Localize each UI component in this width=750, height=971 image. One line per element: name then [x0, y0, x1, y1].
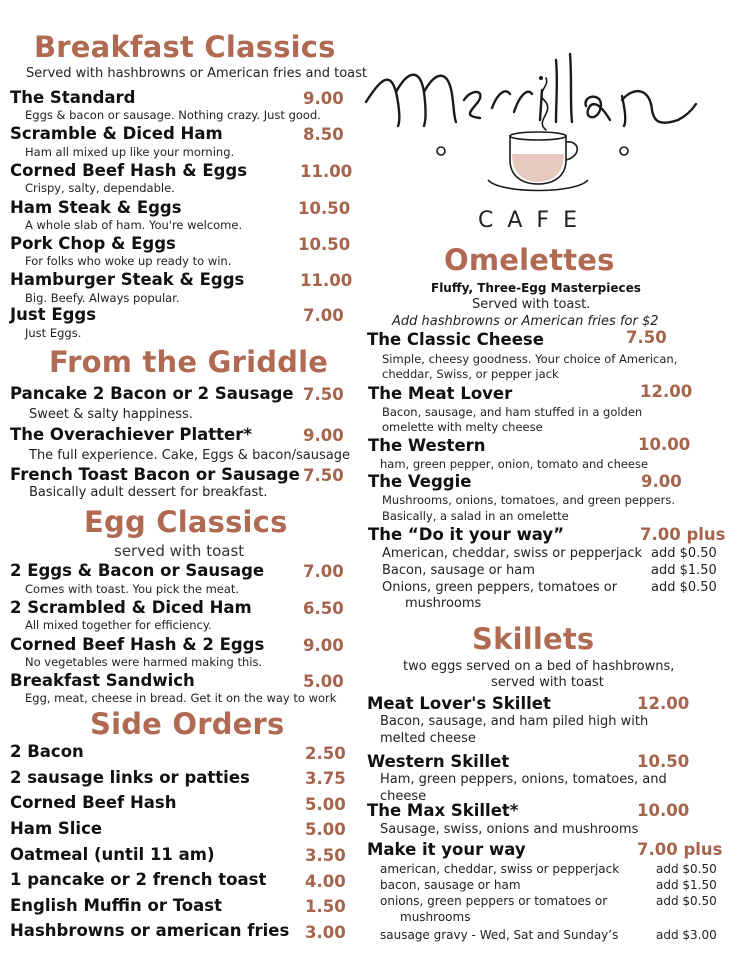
side-item-price: 3.00	[305, 923, 346, 942]
side-item-price: 1.50	[305, 897, 346, 916]
menu-item-desc: omelette with melty cheese	[382, 420, 543, 434]
skillets-subtitle: two eggs served on a bed of hashbrowns,	[403, 659, 675, 674]
menu-item-price: 11.00	[300, 162, 353, 181]
menu-item-price: 7.00 plus	[637, 840, 723, 859]
menu-item-price: 7.50	[626, 328, 667, 347]
option-label: onions, green peppers or tomatoes or	[380, 894, 608, 908]
menu-item-desc: Simple, cheesy goodness. Your choice of American,	[382, 352, 678, 366]
menu-item-price: 9.00	[303, 636, 344, 655]
menu-item-price: 7.00	[303, 306, 344, 325]
menu-item-price: 12.00	[637, 694, 690, 713]
option-label: bacon, sausage or ham	[380, 878, 521, 892]
menu-item-name: The Max Skillet*	[367, 801, 519, 820]
omelettes-title: Omelettes	[444, 243, 615, 277]
menu-item-desc: Sweet & salty happiness.	[29, 407, 193, 422]
menu-item-price: 10.50	[298, 235, 351, 254]
menu-item-desc: Basically adult dessert for breakfast.	[29, 485, 268, 500]
menu-item-price: 10.00	[638, 435, 691, 454]
menu-item-desc: melted cheese	[380, 731, 476, 746]
menu-item-name: The Classic Cheese	[367, 330, 544, 349]
skillets-title: Skillets	[472, 622, 595, 656]
menu-item-price: 7.00	[303, 562, 344, 581]
menu-item-name: Corned Beef Hash & Eggs	[10, 161, 248, 180]
menu-item-desc: Basically, a salad in an omelette	[382, 509, 569, 523]
side-item-name: English Muffin or Toast	[10, 896, 222, 915]
menu-item-desc: Eggs & bacon or sausage. Nothing crazy. Just good.	[25, 108, 321, 122]
menu-item-desc: Ham, green peppers, onions, tomatoes, and	[380, 772, 667, 787]
side-item-name: Ham Slice	[10, 819, 103, 838]
option-label: american, cheddar, swiss or pepperjack	[380, 862, 620, 876]
menu-item-desc: Egg, meat, cheese in bread. Get it on the way to work	[25, 691, 337, 705]
menu-item-name: 2 Eggs & Bacon or Sausage	[10, 561, 265, 580]
menu-item-name: Meat Lover's Skillet	[367, 694, 551, 713]
option-price: add $3.00	[656, 928, 717, 942]
option-price: add $0.50	[651, 546, 717, 561]
option-label: American, cheddar, swiss or pepperjack	[382, 546, 643, 561]
side-item-name: Corned Beef Hash	[10, 793, 177, 812]
option-price: add $1.50	[656, 878, 717, 892]
menu-item-name: The Standard	[10, 88, 136, 107]
side-item-name: 1 pancake or 2 french toast	[10, 870, 267, 889]
menu-item-desc: Crispy, salty, dependable.	[25, 181, 175, 195]
option-label: Onions, green peppers, tomatoes or	[382, 580, 618, 595]
menu-item-desc: The full experience. Cake, Eggs & bacon/sausage	[29, 448, 350, 463]
side-item-price: 5.00	[305, 820, 346, 839]
egg-classics-subtitle: served with toast	[114, 542, 245, 560]
breakfast-subtitle: Served with hashbrowns or American fries and toast	[26, 66, 367, 81]
menu-item-price: 10.00	[637, 801, 690, 820]
menu-item-name: Pancake 2 Bacon or 2 Sausage	[10, 384, 294, 403]
menu-item-price: 6.50	[303, 599, 344, 618]
menu-item-price: 9.00	[303, 89, 344, 108]
menu-item-name: Western Skillet	[367, 752, 510, 771]
menu-item-name: The Veggie	[368, 472, 472, 491]
side-orders-title: Side Orders	[90, 707, 285, 741]
menu-item-name: The Meat Lover	[368, 384, 513, 403]
option-label: mushrooms	[405, 596, 482, 611]
skillets-subtitle: served with toast	[491, 675, 604, 690]
menu-item-price: 7.50	[303, 466, 344, 485]
menu-item-name: Make it your way	[367, 840, 526, 859]
side-item-price: 5.00	[305, 795, 346, 814]
option-price: add $1.50	[651, 563, 717, 578]
omelettes-addon: Add hashbrowns or American fries for $2	[392, 314, 659, 329]
menu-item-price: 5.00	[303, 672, 344, 691]
menu-item-desc: Ham all mixed up like your morning.	[25, 145, 235, 159]
side-item-price: 4.00	[305, 872, 346, 891]
menu-item-desc: Bacon, sausage, and ham piled high with	[380, 714, 649, 729]
menu-item-desc: Just Eggs.	[25, 326, 82, 340]
menu-item-price: 7.00 plus	[640, 525, 726, 544]
menu-item-name: Scramble & Diced Ham	[10, 124, 223, 143]
menu-item-desc: Mushrooms, onions, tomatoes, and green peppers.	[382, 493, 675, 507]
option-price: add $0.50	[656, 862, 717, 876]
griddle-title: From the Griddle	[49, 345, 329, 379]
menu-item-price: 10.50	[298, 199, 351, 218]
menu-item-desc: ham, green pepper, onion, tomato and cheese	[380, 457, 649, 471]
menu-item-name: Pork Chop & Eggs	[10, 234, 176, 253]
menu-item-desc: Bacon, sausage, and ham stuffed in a golden	[382, 405, 643, 419]
menu-item-desc: A whole slab of ham. You're welcome.	[25, 218, 243, 232]
option-label: mushrooms	[400, 910, 471, 924]
side-item-name: 2 sausage links or patties	[10, 768, 250, 787]
menu-item-desc: Big. Beefy. Always popular.	[25, 291, 180, 305]
menu-item-name: Just Eggs	[10, 305, 97, 324]
menu-item-name: Corned Beef Hash & 2 Eggs	[10, 635, 265, 654]
option-label: sausage gravy - Wed, Sat and Sunday’s	[380, 928, 619, 942]
menu-item-name: The Overachiever Platter*	[10, 425, 252, 444]
side-item-price: 2.50	[305, 744, 346, 763]
menu-item-desc: Sausage, swiss, onions and mushrooms	[380, 822, 639, 837]
omelettes-tagline: Fluffy, Three-Egg Masterpieces	[431, 281, 641, 295]
menu-item-price: 12.00	[640, 382, 693, 401]
side-item-name: 2 Bacon	[10, 742, 84, 761]
menu-item-price: 7.50	[303, 385, 344, 404]
egg-classics-title: Egg Classics	[84, 505, 288, 539]
breakfast-title: Breakfast Classics	[34, 30, 336, 64]
menu-item-name: Hamburger Steak & Eggs	[10, 270, 245, 289]
menu-item-name: Breakfast Sandwich	[10, 671, 195, 690]
menu-item-name: The Western	[368, 436, 486, 455]
menu-item-price: 11.00	[300, 271, 353, 290]
menu-item-name: French Toast Bacon or Sausage	[10, 465, 300, 484]
side-item-price: 3.50	[305, 846, 346, 865]
side-item-price: 3.75	[305, 769, 346, 788]
omelettes-subtitle: Served with toast.	[472, 297, 591, 312]
menu-item-desc: Comes with toast. You pick the meat.	[25, 582, 240, 596]
menu-item-price: 8.50	[303, 125, 344, 144]
side-item-name: Hashbrowns or american fries	[10, 921, 290, 940]
menu-item-desc: cheese	[380, 789, 427, 804]
menu-item-price: 9.00	[303, 426, 344, 445]
menu-item-name: 2 Scrambled & Diced Ham	[10, 598, 252, 617]
menu-item-price: 9.00	[641, 472, 682, 491]
menu-item-desc: cheddar, Swiss, or pepper jack	[382, 367, 559, 381]
option-label: Bacon, sausage or ham	[382, 563, 535, 578]
menu-item-name: Ham Steak & Eggs	[10, 198, 182, 217]
menu-item-price: 10.50	[637, 752, 690, 771]
menu-item-desc: No vegetables were harmed making this.	[25, 655, 263, 669]
menu-item-desc: For folks who woke up ready to win.	[25, 254, 232, 268]
menu-item-desc: All mixed together for efficiency.	[25, 618, 212, 632]
side-item-name: Oatmeal (until 11 am)	[10, 845, 215, 864]
option-price: add $0.50	[656, 894, 717, 908]
option-price: add $0.50	[651, 580, 717, 595]
menu-item-name: The “Do it your way”	[368, 525, 565, 544]
cafe-wordmark: CAFE	[478, 208, 591, 233]
